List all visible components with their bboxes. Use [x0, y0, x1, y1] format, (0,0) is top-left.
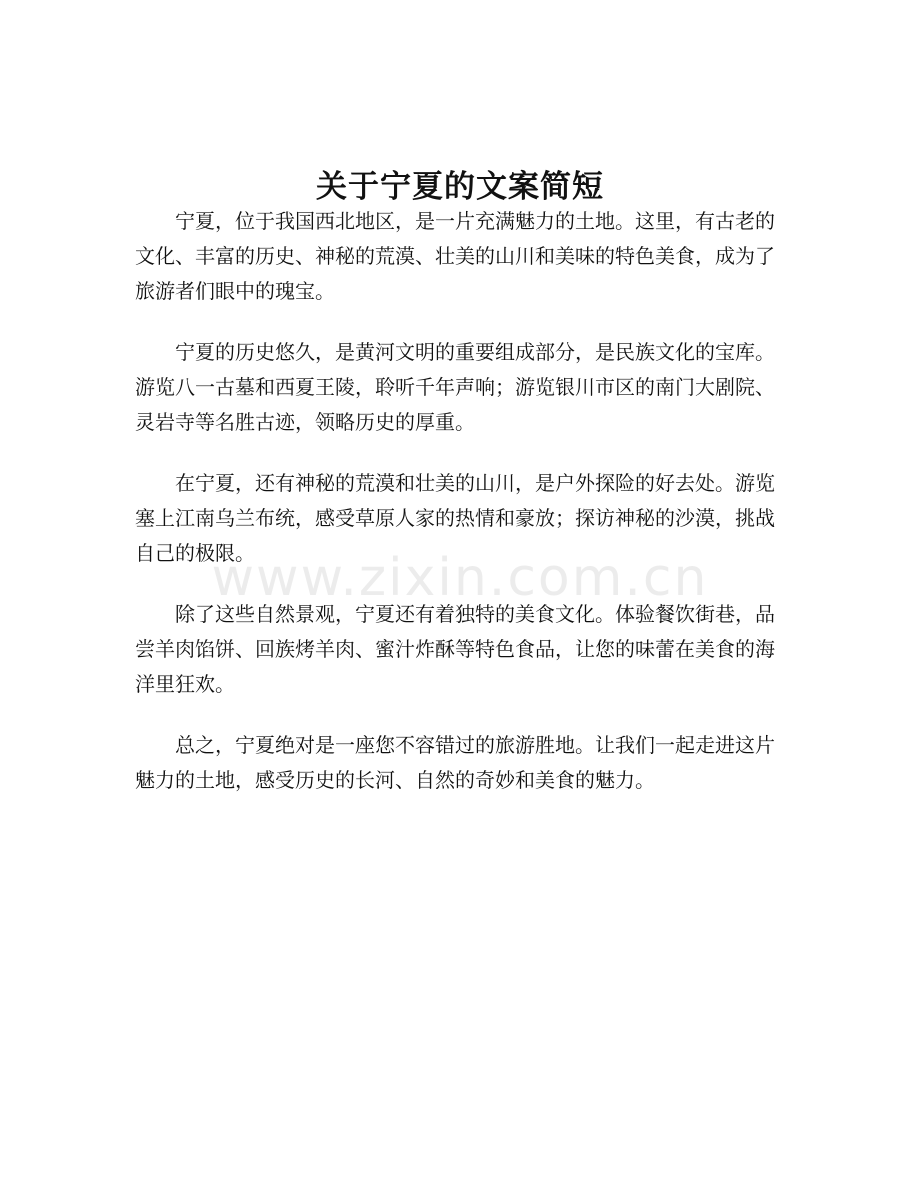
paragraph-food: 除了这些自然景观，宁夏还有着独特的美食文化。体验餐饮街巷，品尝羊肉馅饼、回族烤羊肉、蜜汁炸酥等特色食品，让您的味蕾在美食的海洋里狂欢。: [135, 602, 775, 696]
document-body: [135, 204, 775, 824]
paragraph-conclusion: 总之，宁夏绝对是一座您不容错过的旅游胜地。让我们一起走进这片魅力的土地，感受历史的长河、自然的奇妙和美食的魅力。: [135, 733, 775, 792]
document-title: 关于宁夏的文案简短: [316, 168, 604, 205]
paragraph-landscape: 在宁夏，还有神秘的荒漠和壮美的山川，是户外探险的好去处。游览塞上江南乌兰布统，感受草原人家的热情和豪放；探访神秘的沙漠，挑战自己的极限。: [135, 471, 775, 565]
watermark: www.zixin.com.cn: [211, 548, 709, 608]
paragraph-history: 宁夏的历史悠久，是黄河文明的重要组成部分，是民族文化的宝库。游览八一古墓和西夏王陵，聆听千年声响；游览银川市区的南门大剧院、灵岩寺等名胜古迹，领略历史的厚重。: [135, 340, 775, 434]
paragraph-intro: 宁夏，位于我国西北地区，是一片充满魅力的土地。这里，有古老的文化、丰富的历史、神秘的荒漠、壮美的山川和美味的特色美食，成为了旅游者们眼中的瑰宝。: [135, 209, 775, 303]
